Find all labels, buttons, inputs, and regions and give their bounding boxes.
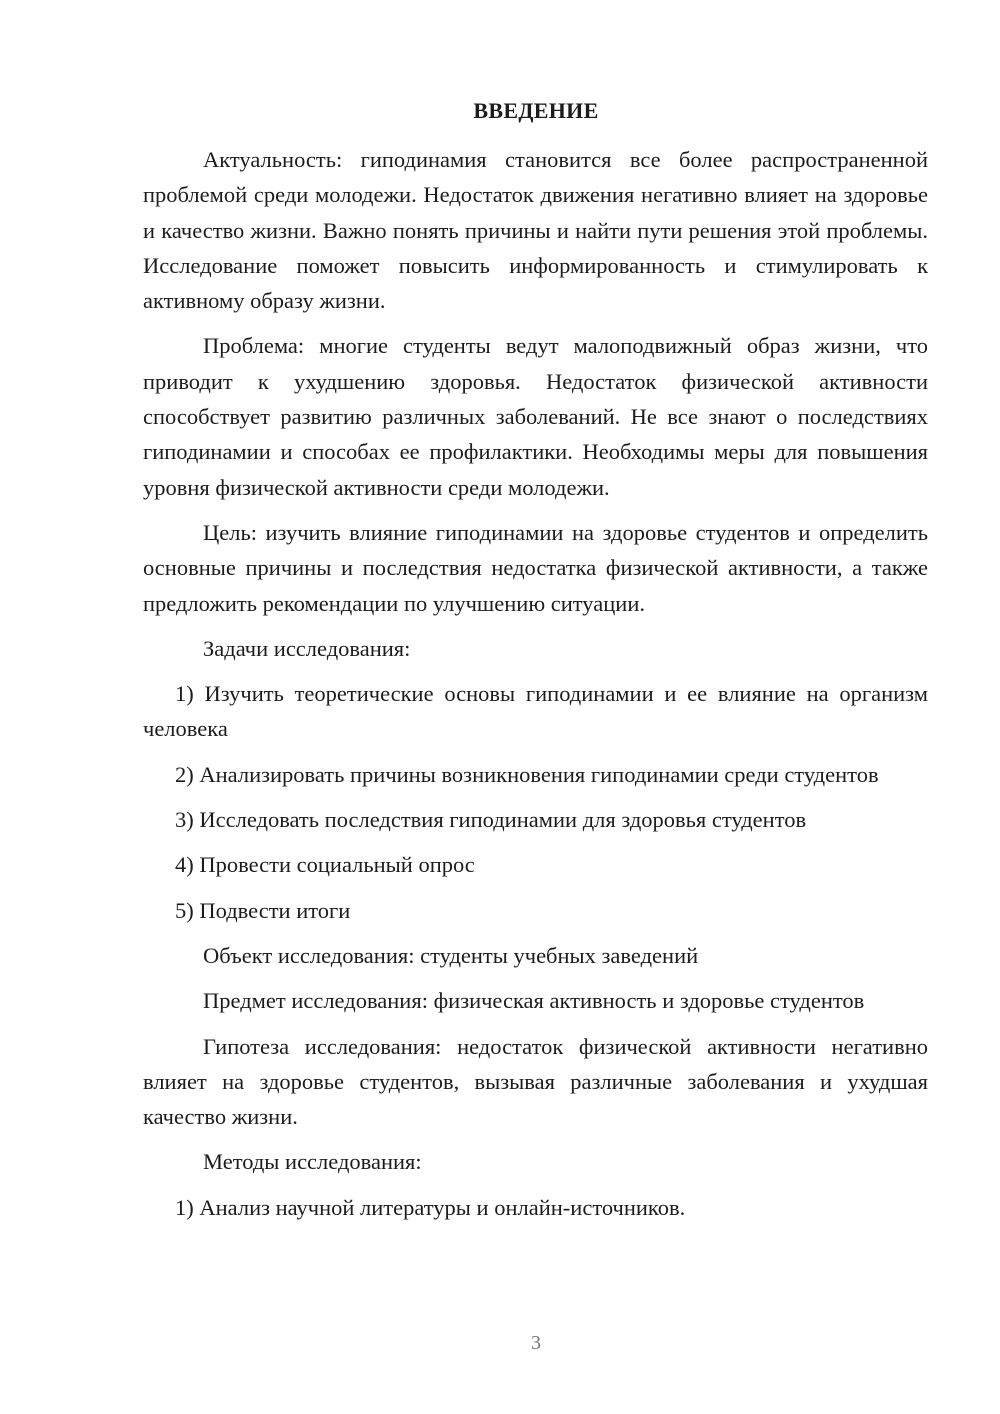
paragraph-methods-heading: Методы исследования:	[203, 1149, 422, 1175]
page-title: ВВЕДЕНИЕ	[473, 98, 599, 123]
page-number: 3	[531, 1332, 541, 1354]
task-item-4: 4) Провести социальный опрос	[175, 852, 475, 878]
task-item-5: 5) Подвести итоги	[175, 897, 351, 923]
paragraph-goal: Цель: изучить влияние гиподинамии на здоровье студентов и определить основные причины и последствия недостатка физической активности, а также предложить рекомендации по улучшению ситуации.	[143, 519, 928, 616]
task-item-1: 1) Изучить теоретические основы гиподинамии и ее влияние на организм человека	[143, 681, 928, 742]
paragraph-object: Объект исследования: студенты учебных заведений	[203, 942, 699, 968]
paragraph-subject: Предмет исследования: физическая активность и здоровье студентов	[203, 988, 865, 1014]
paragraph-problem: Проблема: многие студенты ведут малоподвижный образ жизни, что приводит к ухудшению здоровья. Недостаток физической активности способствует развитию различных заболеваний. Не все знают о последствиях гиподинамии и способах ее профилактики. Необходимы меры для повышения уровня физической активности среди молодежи.	[143, 333, 928, 500]
document-body	[143, 142, 928, 1235]
task-item-3: 3) Исследовать последствия гиподинамии для здоровья студентов	[175, 807, 807, 833]
task-item-2: 2) Анализировать причины возникновения гиподинамии среди студентов	[175, 761, 879, 787]
paragraph-tasks-heading: Задачи исследования:	[203, 635, 411, 661]
paragraph-hypothesis: Гипотеза исследования: недостаток физической активности негативно влияет на здоровье студентов, вызывая различные заболевания и ухудшая качество жизни.	[143, 1033, 928, 1130]
paragraph-relevance: Актуальность: гиподинамия становится все более распространенной проблемой среди молодежи. Недостаток движения негативно влияет на здоровье и качество жизни. Важно понять причины и найти пути решения этой проблемы. Исследование поможет повысить информированность и стимулировать к активному образу жизни.	[143, 147, 928, 314]
method-item-1: 1) Анализ научной литературы и онлайн-источников.	[175, 1194, 686, 1220]
